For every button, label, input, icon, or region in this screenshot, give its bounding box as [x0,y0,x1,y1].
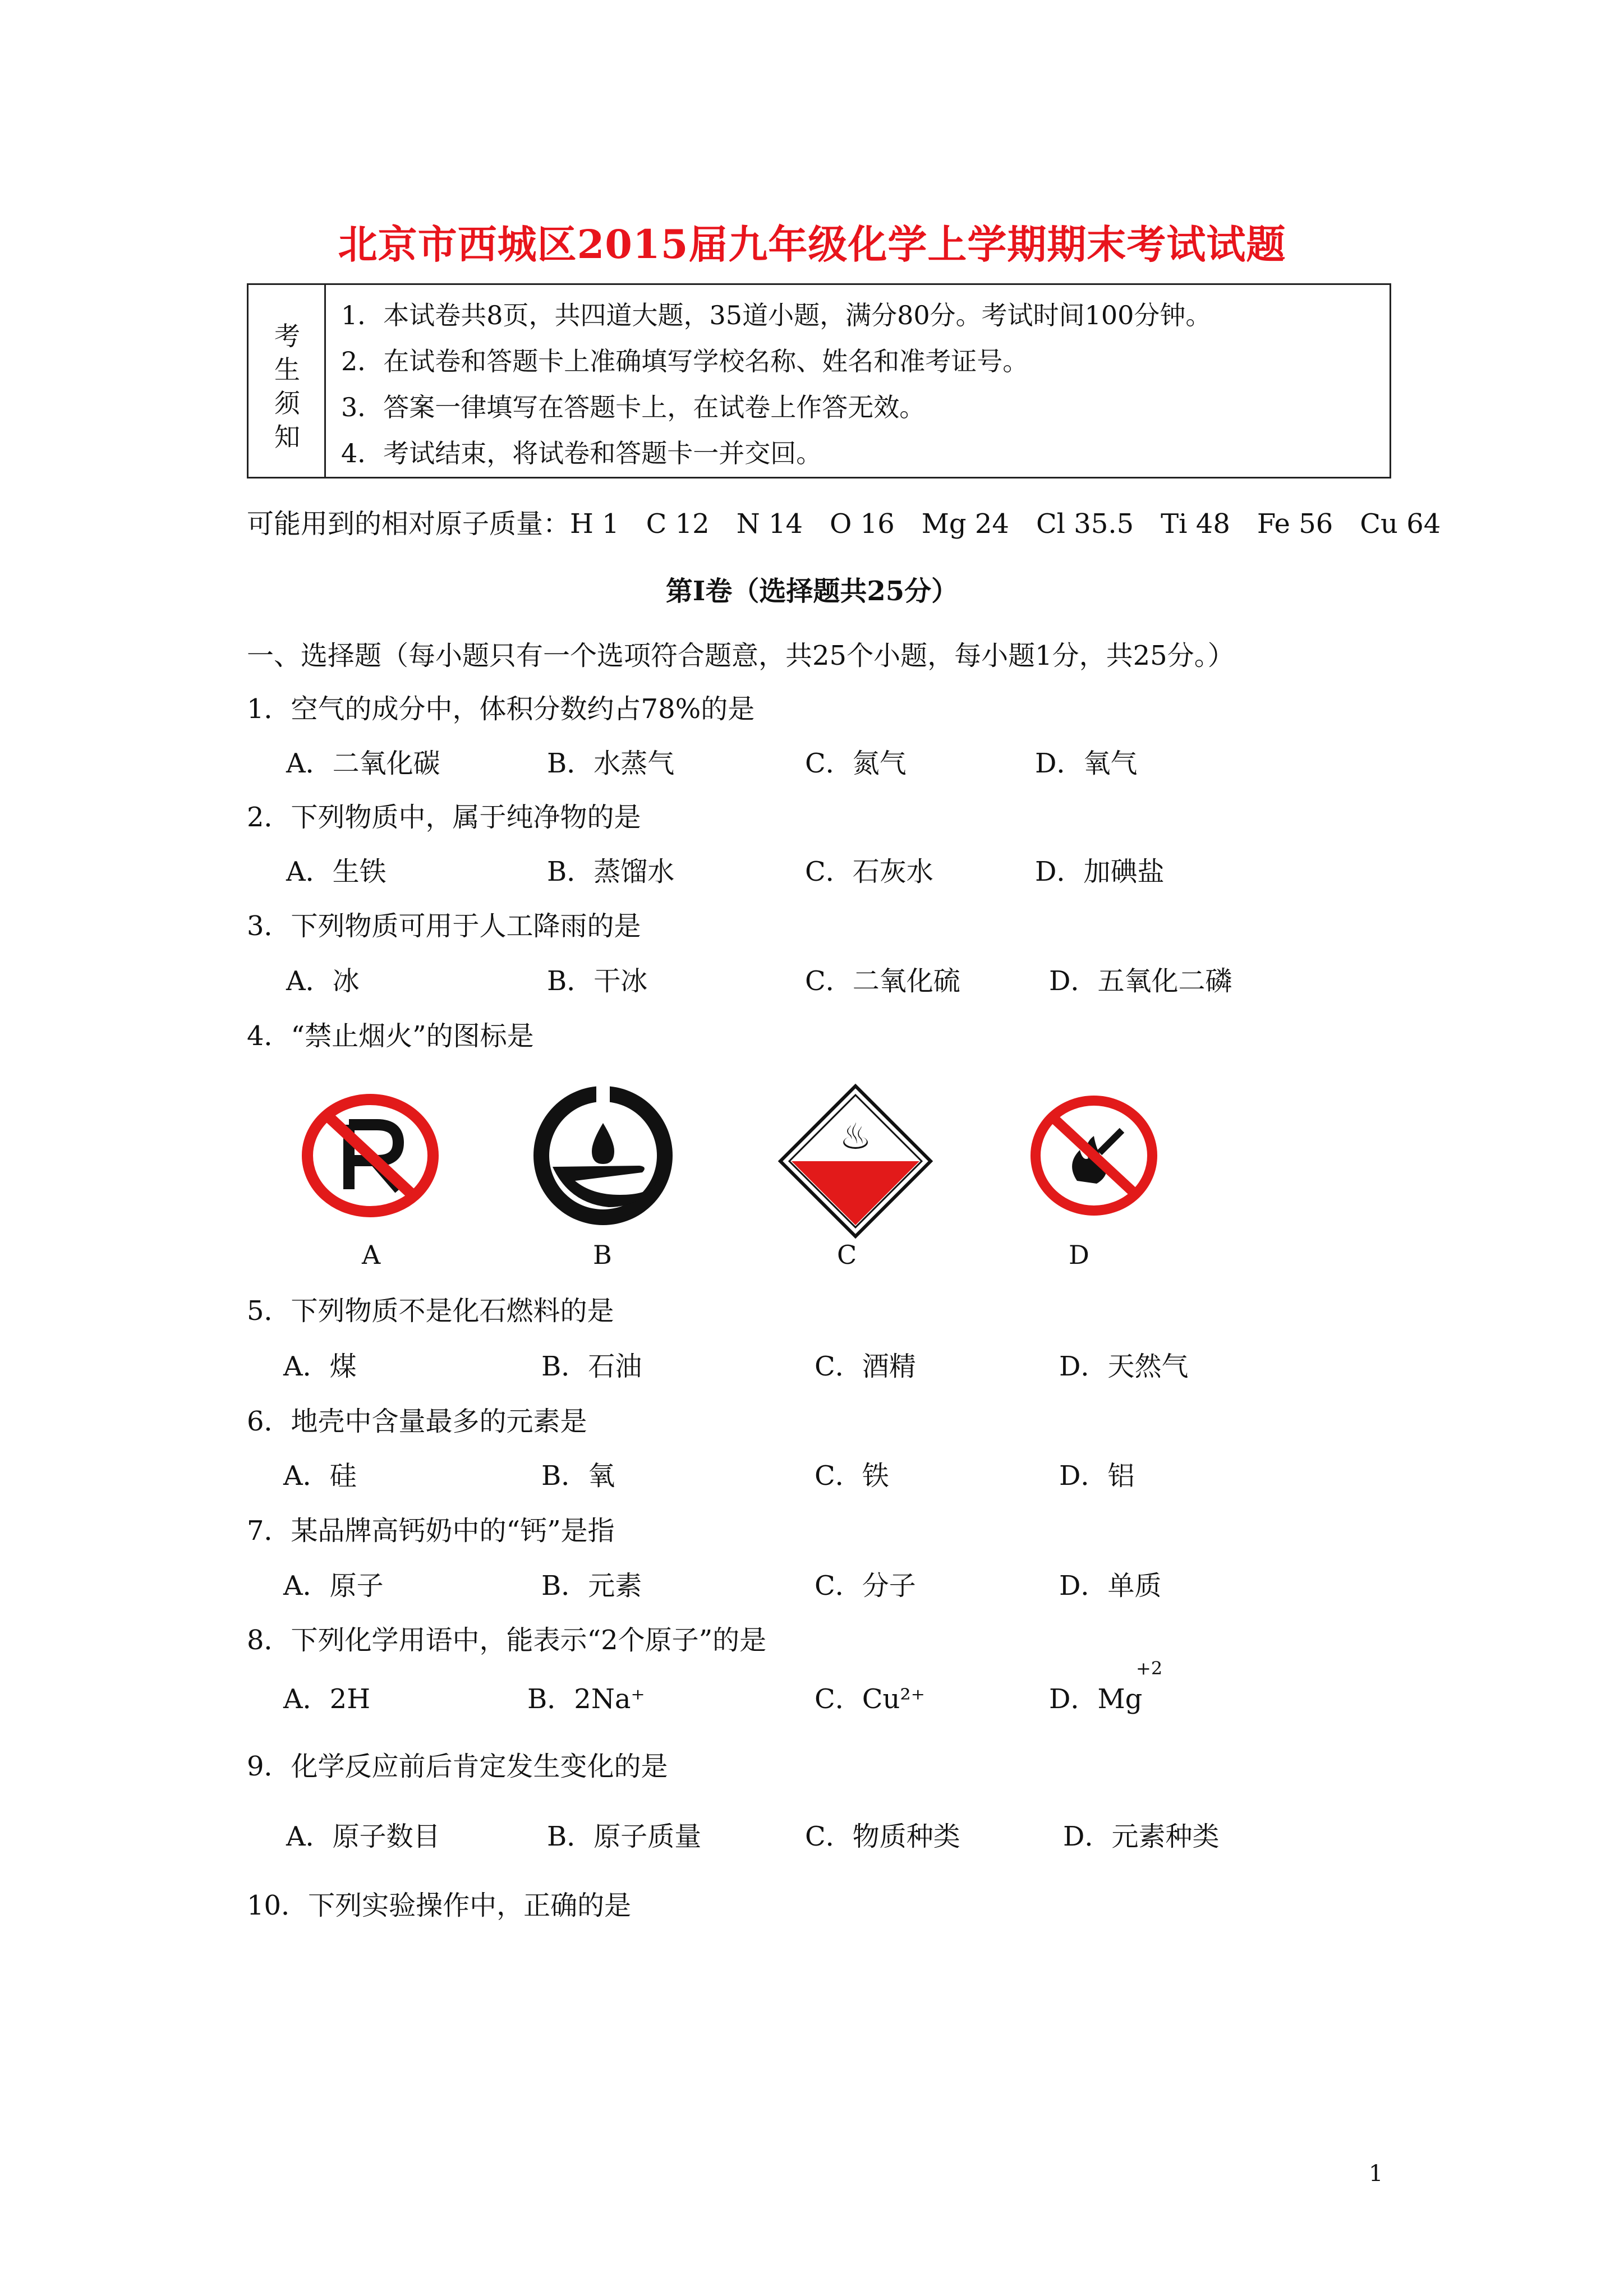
question-stem: 6．地壳中含量最多的元素是 [247,1406,587,1437]
question-stem: 4．“禁止烟火”的图标是 [247,1020,534,1052]
question-stem: 9．化学反应前后肯定发生变化的是 [247,1751,668,1782]
option: D．元素种类 [1063,1821,1220,1852]
valence-superscript: +2 [1136,1658,1163,1679]
exam-notice-box [247,283,1391,478]
question-stem: 7．某品牌高钙奶中的“钙”是指 [247,1515,615,1547]
option: C．铁 [815,1460,889,1492]
option: A．2H [283,1683,371,1715]
icon-label: A [362,1240,381,1270]
notice-side-char: 知 [274,422,300,452]
option: B．元素 [541,1570,642,1602]
icon-label: B [593,1240,612,1270]
question-stem: 2．下列物质中，属于纯净物的是 [247,802,641,833]
option: C．二氧化硫 [805,965,960,997]
option: B．原子质量 [547,1821,702,1852]
no-parking-icon [297,1091,443,1220]
notice-side-label [249,285,326,477]
flame-symbol: ♨ [839,1116,872,1158]
option: B．水蒸气 [547,748,675,779]
option: C．氮气 [805,748,907,779]
option: A．生铁 [286,856,387,887]
option: C．Cu²⁺ [815,1683,925,1715]
question-stem: 10．下列实验操作中，正确的是 [247,1890,632,1921]
notice-side-char: 生 [274,355,300,385]
flammable-hazard-icon [777,1083,934,1240]
option: D．五氧化二磷 [1049,965,1232,997]
section-title: 第Ⅰ卷（选择题共25分） [665,576,959,607]
notice-line: 3．答案一律填写在答题卡上，在试卷上作答无效。 [341,392,926,422]
option: D．天然气 [1059,1351,1189,1382]
option: C．分子 [815,1570,916,1602]
option: A．原子 [283,1570,384,1602]
no-fireworks-icon [1027,1091,1161,1220]
question-stem: 5．下列物质不是化石燃料的是 [247,1295,614,1327]
notice-line: 1．本试卷共8页，共四道大题，35道小题，满分80分。考试时间100分钟。 [341,300,1212,330]
option: D．单质 [1059,1570,1162,1602]
page-number: 1 [1369,2161,1383,2187]
option: B．干冰 [547,965,648,997]
option: B．2Na⁺ [527,1683,645,1715]
option: A．硅 [283,1460,357,1492]
option: D．Mg [1049,1683,1143,1715]
atomic-masses: 可能用到的相对原子质量：H 1 C 12 N 14 O 16 Mg 24 Cl 35.5 Ti 48 Fe 56 Cu 64 [247,508,1441,540]
water-saving-icon [530,1083,676,1228]
question-stem: 1．空气的成分中，体积分数约占78%的是 [247,693,755,725]
notice-line: 4．考试结束，将试卷和答题卡一并交回。 [341,438,822,468]
option: A．二氧化碳 [286,748,440,779]
option: A．煤 [283,1351,357,1382]
icon-label: C [837,1240,857,1270]
notice-line: 2．在试卷和答题卡上准确填写学校名称、姓名和准考证号。 [341,346,1029,376]
notice-side-char: 考 [274,321,300,351]
icon-label: D [1069,1240,1089,1270]
option: B．蒸馏水 [547,856,675,887]
option: C．物质种类 [805,1821,960,1852]
option: B．石油 [541,1351,642,1382]
option: D．铝 [1059,1460,1135,1492]
option: B．氧 [541,1460,615,1492]
question-stem: 8．下列化学用语中，能表示“2个原子”的是 [247,1625,767,1656]
page-title: 北京市西城区2015届九年级化学上学期期末考试试题 [338,221,1286,268]
part-one-heading: 一、选择题（每小题只有一个选项符合题意，共25个小题，每小题1分，共25分。） [247,640,1235,671]
option: A．冰 [286,965,360,997]
option: A．原子数目 [286,1821,440,1852]
option: C．石灰水 [805,856,933,887]
notice-side-char: 须 [274,388,300,418]
option: D．加碘盐 [1035,856,1165,887]
option: C．酒精 [815,1351,916,1382]
question-stem: 3．下列物质可用于人工降雨的是 [247,910,641,942]
option: D．氧气 [1035,748,1138,779]
